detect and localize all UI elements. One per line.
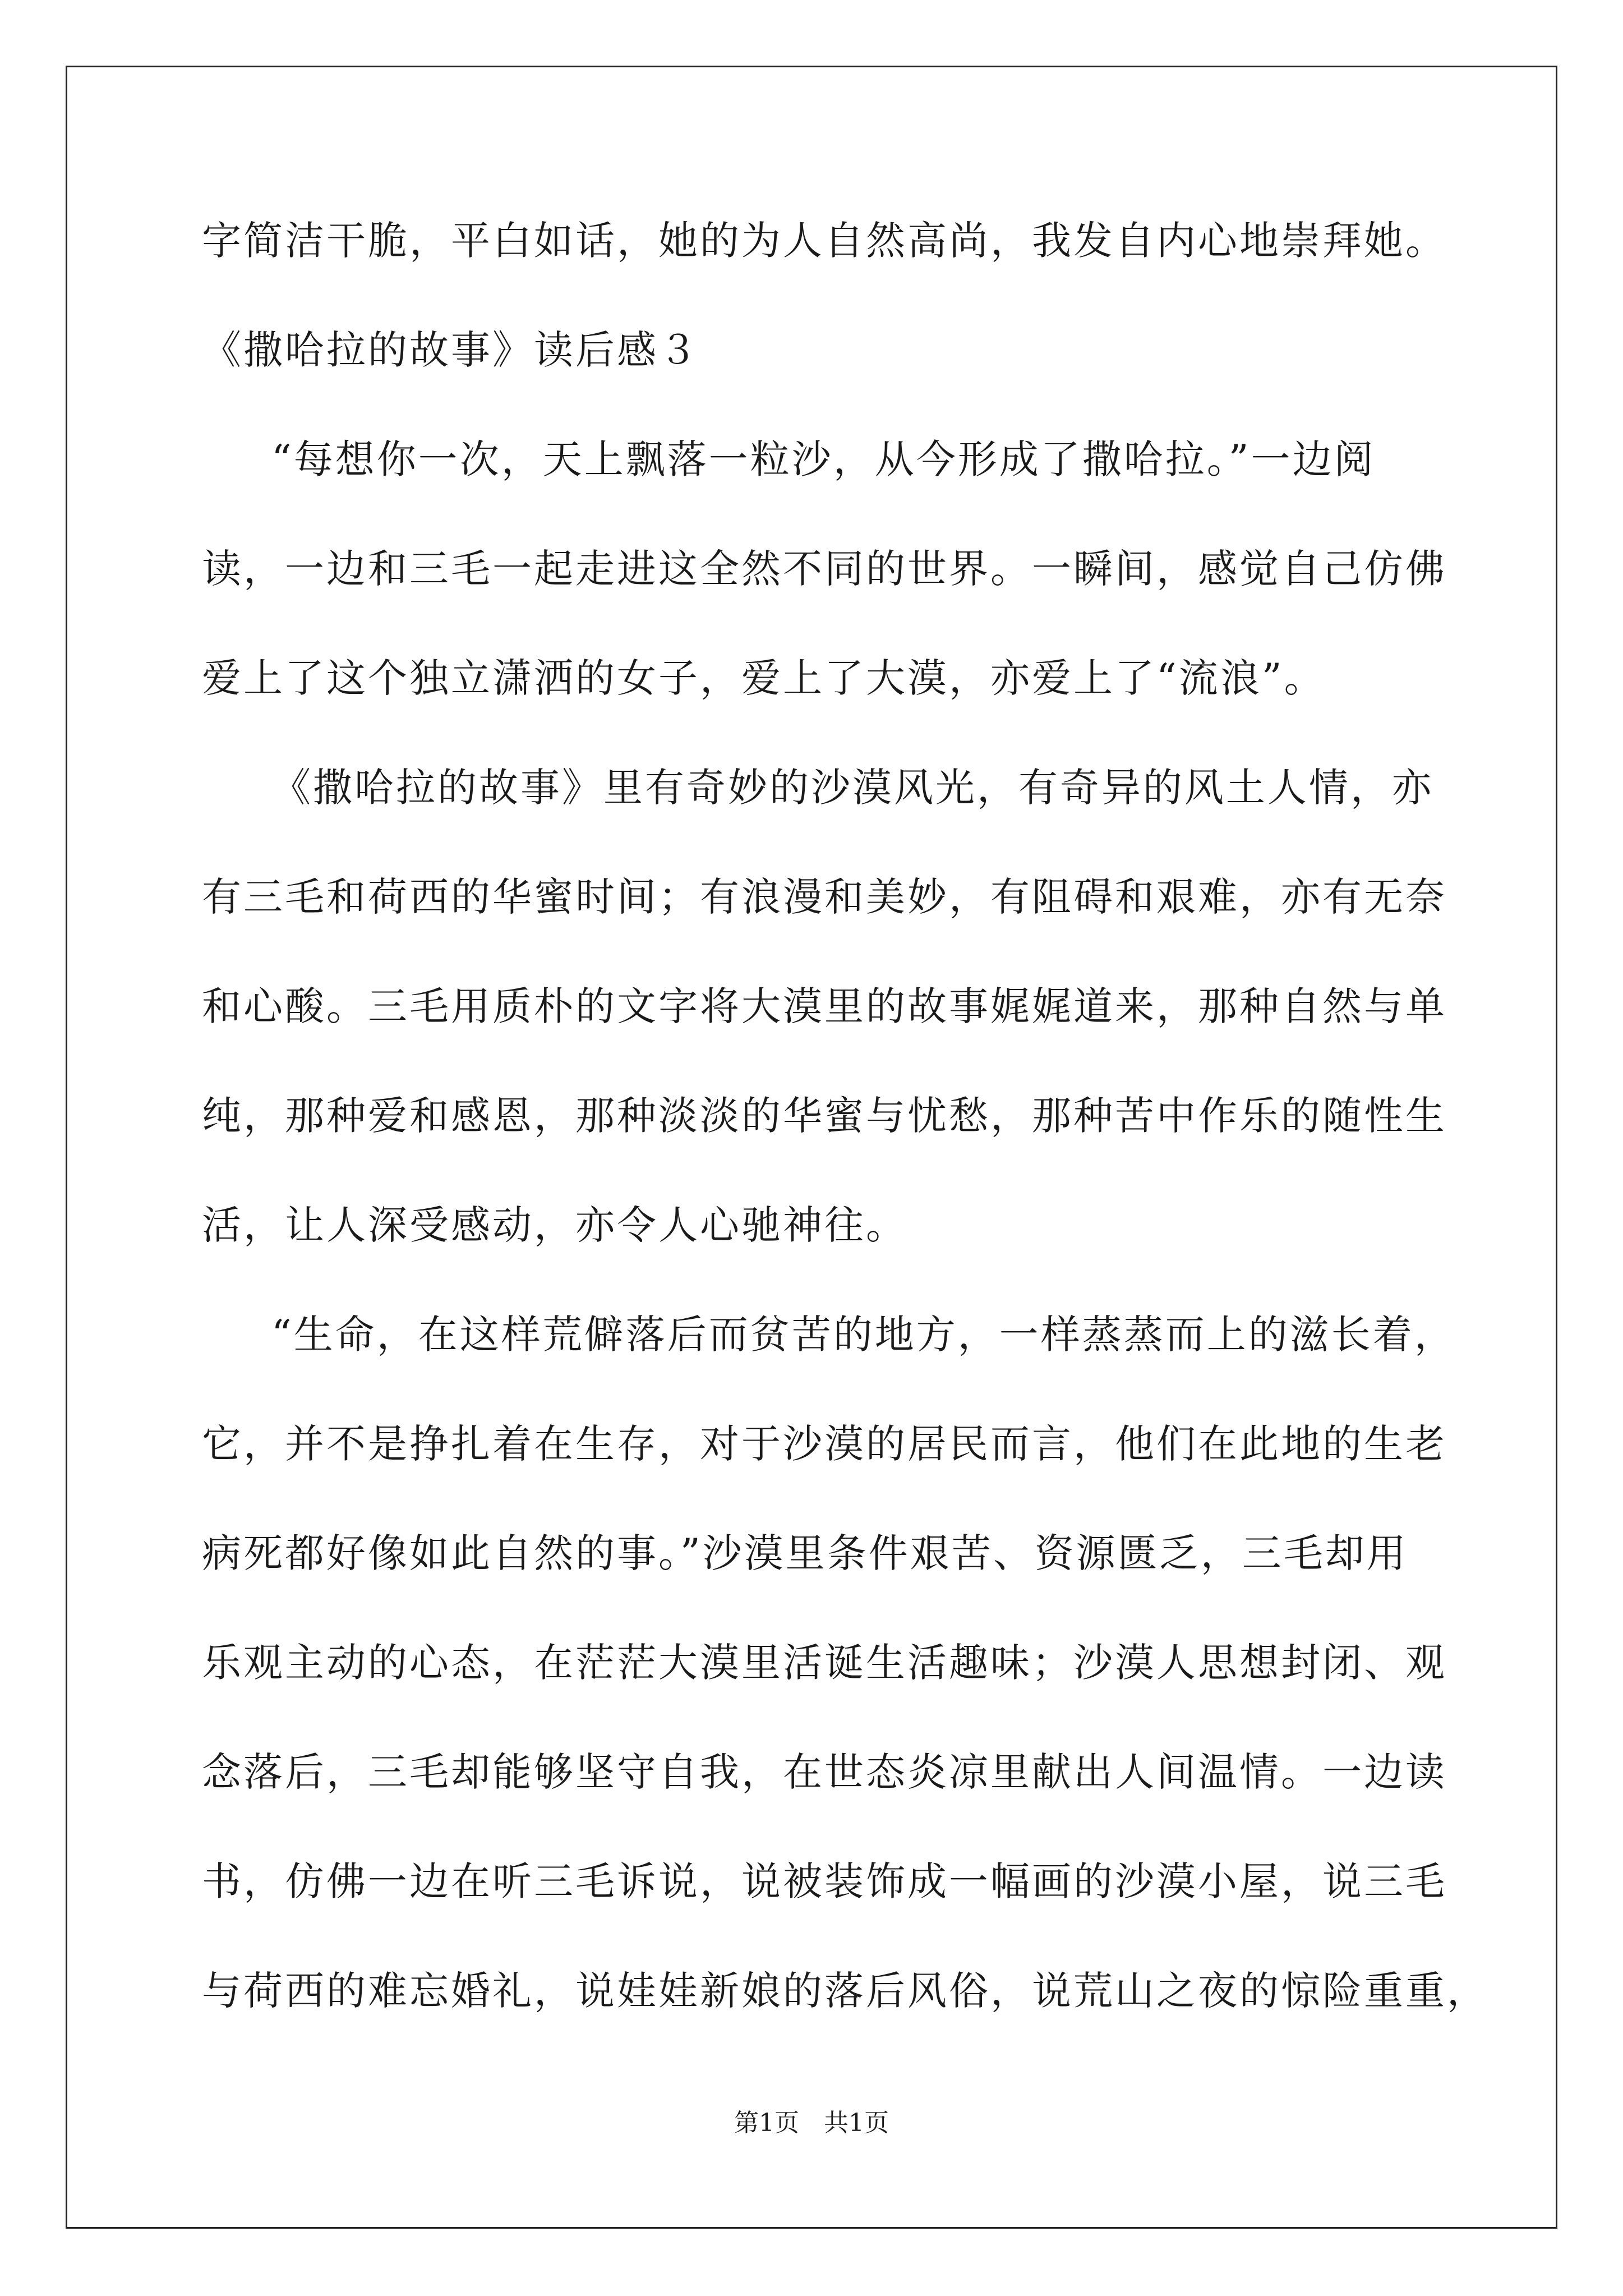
text-line: 它，并不是挣扎着在生存，对于沙漠的居民而言，他们在此地的生老 [202,1421,1447,1467]
page-footer: 第1页 共1页 [734,2109,889,2137]
text-line: 病死都好像如此自然的事。”沙漠里条件艰苦、资源匮乏，三毛却用 [202,1530,1408,1576]
text-line: 念落后，三毛却能够坚守自我，在世态炎凉里献出人间温情。一边读 [202,1749,1447,1795]
text-line: 乐观主动的心态，在茫茫大漠里活诞生活趣味；沙漠人思想封闭、观 [202,1640,1447,1686]
text-line: 《撒哈拉的故事》读后感３ [202,327,700,373]
text-line: 爱上了这个独立潇洒的女子，爱上了大漠，亦爱上了“流浪”。 [202,655,1326,701]
text-line: “生命，在这样荒僻落后而贫苦的地方，一样蒸蒸而上的滋长着， [271,1312,1456,1358]
text-line: 有三毛和荷西的华蜜时间；有浪漫和美妙，有阻碍和艰难，亦有无奈 [202,874,1447,920]
text-line: 书，仿佛一边在听三毛诉说，说被装饰成一幅画的沙漠小屋，说三毛 [202,1858,1447,1904]
document-body [202,213,1488,2073]
text-line: 纯，那种爱和感恩，那种淡淡的华蜜与忧愁，那种苦中作乐的随性生 [202,1093,1447,1139]
text-line: 与荷西的难忘婚礼，说娃娃新娘的落后风俗，说荒山之夜的惊险重重， [202,1968,1488,2014]
text-line: 字简洁干脆，平白如话，她的为人自然高尚，我发自内心地崇拜她。 [202,218,1447,264]
text-line: 读，一边和三毛一起走进这全然不同的世界。一瞬间，感觉自己仿佛 [202,546,1447,592]
text-line: 和心酸。三毛用质朴的文字将大漠里的故事娓娓道来，那种自然与单 [202,983,1447,1029]
text-line: “每想你一次，天上飘落一粒沙，从今形成了撒哈拉。”一边阅 [271,436,1376,482]
text-line: 活，让人深受感动，亦令人心驰神往。 [202,1202,907,1248]
text-line: 《撒哈拉的故事》里有奇妙的沙漠风光，有奇异的风土人情，亦 [271,765,1433,811]
